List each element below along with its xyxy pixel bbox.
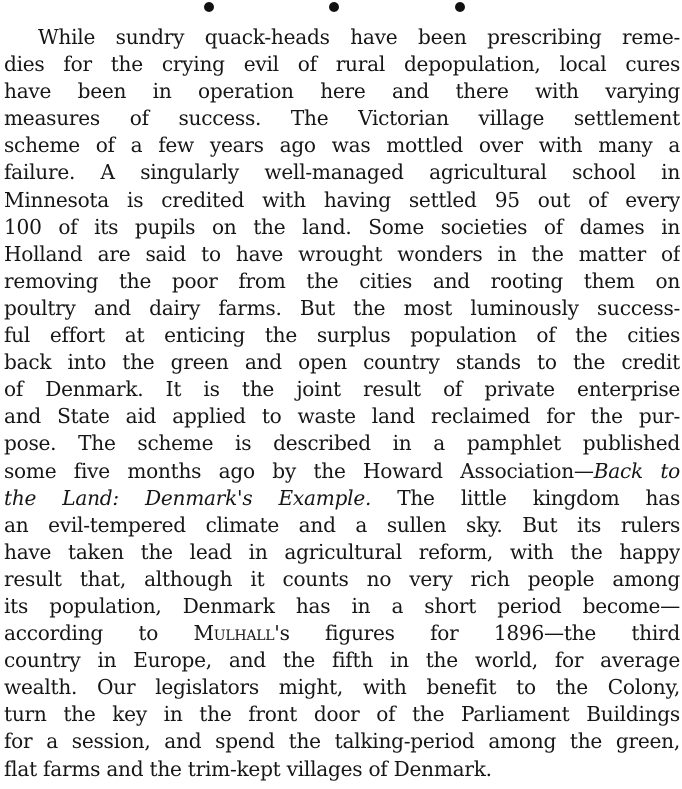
text-run: pur- (638, 404, 680, 429)
text-run: in (661, 160, 680, 185)
text-run: over (478, 133, 523, 158)
text-run: world, (474, 648, 538, 673)
article-line (4, 24, 680, 51)
text-run: Denmark (182, 593, 275, 618)
text-run: of (588, 187, 608, 212)
text-run: sky. (466, 512, 503, 537)
text-run: quack-heads (204, 25, 330, 49)
text-run: in (163, 702, 183, 727)
text-run: counts (282, 566, 349, 591)
article-line (4, 349, 680, 376)
text-run: in (497, 241, 517, 266)
article-line (4, 241, 680, 268)
text-run: key (112, 702, 147, 727)
text-run: turn (4, 702, 47, 727)
text-run: sundry (115, 25, 185, 49)
text-run: the (140, 539, 173, 564)
italic-text: Denmark's (145, 485, 253, 510)
text-run: the (425, 648, 458, 673)
text-run: period (497, 593, 562, 618)
text-run: applied (172, 404, 246, 429)
text-run: measures (4, 106, 100, 131)
text-run: average (600, 648, 680, 673)
text-run: of (129, 106, 149, 131)
text-run: here (320, 79, 366, 104)
text-run: and (391, 79, 430, 104)
article-line (4, 674, 680, 701)
text-run: of (543, 214, 563, 239)
text-run: on (655, 268, 680, 293)
text-run: the (122, 350, 155, 375)
text-run: is (203, 377, 220, 402)
text-run: luminously (470, 295, 579, 320)
text-run: figures (325, 621, 395, 646)
text-run: with (362, 675, 407, 700)
text-run: door (313, 702, 360, 727)
text-run: little (460, 485, 507, 510)
italic-text: Example. (278, 485, 372, 510)
text-run: the (110, 52, 143, 77)
text-run: published (582, 431, 680, 456)
article-line (4, 187, 680, 214)
text-run: by (272, 458, 296, 483)
text-run: the (353, 295, 386, 320)
text-run: taken (68, 539, 124, 564)
text-run: every (625, 187, 680, 212)
text-run: for (430, 621, 459, 646)
text-run: is (235, 431, 252, 456)
article-line (4, 647, 680, 674)
text-run: success. (178, 106, 262, 131)
text-run: have (235, 241, 284, 266)
text-run: is (127, 187, 144, 212)
text-run: the (253, 214, 286, 239)
text-run: the (282, 648, 316, 673)
text-run: country (4, 648, 81, 673)
text-run: in (152, 79, 172, 104)
text-run: effort (49, 323, 105, 348)
text-run: of (376, 702, 396, 727)
text-run: the (555, 675, 588, 700)
text-run: cures (625, 52, 680, 77)
text-run: of (297, 52, 317, 77)
text-run: pupils (134, 214, 196, 239)
text-run: A (100, 160, 115, 185)
text-run: result (363, 377, 421, 402)
text-run: open (298, 350, 347, 375)
article-line (4, 78, 680, 105)
text-run: some (4, 458, 57, 483)
text-run: the (569, 729, 603, 754)
text-run: into (67, 350, 107, 375)
text-run: well-managed (264, 160, 404, 185)
article-line (4, 105, 680, 132)
text-run: for (4, 729, 33, 754)
text-run: credited (161, 187, 245, 212)
text-run: school (572, 160, 636, 185)
text-run: agricultural (284, 539, 402, 564)
text-run: among (612, 566, 680, 591)
text-run: among (488, 729, 557, 754)
text-run: varying (605, 79, 680, 104)
text-run: have (350, 25, 398, 49)
text-run: Holland (4, 241, 83, 266)
text-run: rooting (490, 268, 563, 293)
text-run: rich (470, 566, 510, 591)
text-run: a (130, 133, 143, 158)
text-run: become— (582, 593, 680, 618)
text-run: singularly (140, 160, 239, 185)
text-run: the (118, 268, 152, 293)
text-run: session, (71, 729, 151, 754)
text-run: in (248, 539, 268, 564)
text-run: dies (4, 52, 45, 77)
text-run: are (97, 241, 131, 266)
text-run: wonders (397, 241, 483, 266)
text-run: The (397, 485, 435, 510)
text-run: cities (627, 323, 680, 348)
text-run: ful (4, 323, 31, 348)
text-run: talking-period (334, 729, 475, 754)
article-line (4, 132, 680, 159)
text-run: While (38, 25, 96, 49)
text-run: State (57, 404, 110, 429)
text-run: to (516, 675, 536, 700)
article-line (4, 295, 680, 322)
text-run: Howard (363, 458, 443, 483)
text-run: the (570, 539, 603, 564)
article-line (4, 51, 680, 78)
text-run: the (63, 702, 96, 727)
text-run: 95 (494, 187, 520, 212)
text-run: said (145, 241, 187, 266)
text-run: of (536, 323, 556, 348)
text-run: The (290, 106, 329, 131)
text-run: with (509, 539, 554, 564)
text-run: matter (578, 241, 646, 266)
text-run: green (170, 350, 229, 375)
text-run: depopulation, (403, 52, 541, 77)
text-run: of (58, 214, 78, 239)
text-run: for (63, 52, 92, 77)
text-run: pose. (4, 431, 57, 456)
text-run: farms. (218, 295, 282, 320)
separator-dot-icon (329, 2, 339, 12)
text-run: prescribing (487, 25, 602, 49)
text-run: in (97, 648, 117, 673)
italic-text: to (660, 458, 680, 483)
text-run: a (433, 431, 446, 456)
text-run: from (238, 268, 286, 293)
text-run: the (313, 458, 346, 483)
text-run: of (661, 241, 680, 266)
text-run: aid (125, 404, 157, 429)
text-run: flat farms and the trim-kept villages of Denmark. (4, 756, 492, 781)
text-run: pamphlet (466, 431, 561, 456)
text-run: and (164, 729, 202, 754)
article-line (4, 756, 564, 783)
text-run: a (391, 593, 404, 618)
text-run: evil-tempered (48, 512, 186, 537)
text-run: of (95, 133, 115, 158)
text-run: But (299, 295, 335, 320)
text-run: happy (619, 539, 680, 564)
text-run: in (392, 431, 412, 456)
text-run: out (537, 187, 571, 212)
text-run: in (351, 593, 371, 618)
text-run: local (559, 52, 607, 77)
article-line (4, 322, 680, 349)
text-run: enticing (164, 323, 245, 348)
text-run: years (209, 133, 264, 158)
text-run: was (331, 133, 371, 158)
text-run: and (93, 295, 131, 320)
text-run: dames (579, 214, 645, 239)
text-run: But (522, 512, 558, 537)
text-run: operation (198, 79, 294, 104)
text-run: at (124, 323, 145, 348)
text-run: land (371, 404, 415, 429)
article-line (4, 512, 680, 539)
text-run: on (211, 214, 237, 239)
text-run: according (4, 621, 104, 646)
text-run: benefit (426, 675, 497, 700)
text-run: population, (49, 593, 162, 618)
article-line (4, 403, 680, 430)
text-run: very (409, 566, 453, 591)
text-run: settled (408, 187, 477, 212)
text-run: cities (359, 268, 413, 293)
text-run: have (4, 79, 52, 104)
article-line (4, 539, 680, 566)
text-run: it (250, 566, 265, 591)
text-run: kingdom (532, 485, 620, 510)
text-run: short (424, 593, 477, 618)
text-run: its (4, 593, 29, 618)
text-run: Minnesota (4, 187, 109, 212)
separator-dot-icon (204, 2, 214, 12)
text-run: an (4, 512, 29, 537)
text-run: been (417, 25, 467, 49)
text-run: result (4, 566, 62, 591)
text-run: surplus (316, 323, 391, 348)
article-line (4, 376, 680, 403)
text-run: for (554, 648, 584, 673)
text-run: few (158, 133, 194, 158)
text-run: joint (296, 377, 341, 402)
text-run: reclaimed (431, 404, 531, 429)
text-run: to (261, 404, 282, 429)
text-run: reme- (622, 25, 680, 49)
text-run: and (432, 268, 470, 293)
article-line (4, 566, 680, 593)
italic-text: the (4, 485, 37, 510)
text-run: waste (297, 404, 356, 429)
text-run: its (94, 214, 119, 239)
text-run: dairy (149, 295, 201, 320)
text-run: with (535, 79, 579, 104)
text-run: Some (368, 214, 424, 239)
text-run: 1896—the (493, 621, 596, 646)
text-run: although (144, 566, 233, 591)
text-run: 's (274, 621, 290, 646)
text-run: a (46, 729, 58, 754)
text-run: the (412, 702, 445, 727)
article-line (4, 728, 680, 755)
text-run: to (201, 241, 221, 266)
text-run: fifth (331, 648, 374, 673)
text-run: having (323, 187, 391, 212)
text-run: green, (615, 729, 680, 754)
text-run: and (228, 648, 266, 673)
text-run: for (546, 404, 575, 429)
text-run: stands (455, 350, 521, 375)
text-run: and (244, 350, 282, 375)
text-run: Buildings (586, 702, 680, 727)
text-run: crying (161, 52, 225, 77)
small-caps-name: Mulhall (193, 621, 275, 646)
text-run: a (355, 512, 368, 537)
article-line (4, 430, 680, 457)
text-run: them (583, 268, 635, 293)
text-run: the (199, 702, 232, 727)
text-run: reform, (418, 539, 494, 564)
text-run: described (273, 431, 371, 456)
italic-text: Land: (62, 485, 119, 510)
text-run: poor (171, 268, 218, 293)
article-line (4, 620, 680, 647)
text-run: five (73, 458, 110, 483)
text-run: rural (335, 52, 386, 77)
text-run: spend (215, 729, 275, 754)
article-line (4, 159, 680, 186)
text-run: third (631, 621, 680, 646)
text-run: private (484, 377, 555, 402)
text-run: ago (218, 458, 255, 483)
text-run: in (389, 648, 409, 673)
text-run: wrought (298, 241, 383, 266)
text-run: that, (79, 566, 127, 591)
text-run: the (575, 323, 608, 348)
article-line (4, 701, 680, 728)
article-line (4, 458, 680, 485)
text-run: people (527, 566, 595, 591)
text-run: the (590, 404, 623, 429)
text-run: the (288, 729, 321, 754)
text-run: Europe, (133, 648, 212, 673)
text-run: mottled (386, 133, 463, 158)
text-run: sullen (386, 512, 447, 537)
text-run: months (127, 458, 202, 483)
text-run: country (363, 350, 440, 375)
text-run: has (645, 485, 680, 510)
article-line (4, 485, 680, 512)
italic-text: Back (593, 458, 643, 483)
text-run: of (443, 377, 463, 402)
text-run: climate (205, 512, 279, 537)
text-run: Victorian (358, 106, 449, 131)
text-run: removing (4, 268, 99, 293)
text-run: been (77, 79, 127, 104)
text-run: Colony, (607, 675, 680, 700)
text-run: front (248, 702, 298, 727)
text-run: its (577, 512, 602, 537)
text-run: wealth. (4, 675, 78, 700)
text-run: back (4, 350, 52, 375)
text-run: legislators (155, 675, 259, 700)
text-run: of (4, 377, 24, 402)
text-run: the (572, 350, 606, 375)
text-run: credit (621, 350, 680, 375)
text-run: with (538, 133, 583, 158)
text-run: the (306, 268, 339, 293)
article-body (4, 24, 680, 783)
text-run: with (262, 187, 306, 212)
text-run: scheme (137, 431, 214, 456)
text-run: to (138, 621, 159, 646)
text-run: failure. (4, 160, 76, 185)
article-line (4, 214, 680, 241)
text-run: Denmark. (45, 377, 144, 402)
article-line (4, 593, 680, 620)
text-run: have (4, 539, 52, 564)
text-run: there (455, 79, 509, 104)
text-run: and (4, 404, 42, 429)
text-run: 100 (4, 214, 42, 239)
text-run: might, (278, 675, 344, 700)
text-run: scheme (4, 133, 80, 158)
text-run: ago (279, 133, 316, 158)
text-run: settlement (573, 106, 680, 131)
text-run: enterprise (577, 377, 680, 402)
text-run: has (295, 593, 331, 618)
text-run: rulers (620, 512, 680, 537)
text-run: It (165, 377, 182, 402)
text-run: the (531, 241, 564, 266)
text-run: most (403, 295, 453, 320)
text-run: The (78, 431, 116, 456)
text-run: a (668, 133, 680, 158)
text-run: land. (302, 214, 352, 239)
text-run: agricultural (429, 160, 547, 185)
text-run: success- (597, 295, 680, 320)
text-run: the (241, 377, 275, 402)
separator-dot-icon (455, 2, 465, 12)
text-run: Parliament (461, 702, 570, 727)
text-run: to (537, 350, 557, 375)
section-separator (0, 0, 682, 16)
text-run: Association— (460, 458, 594, 483)
article-line (4, 268, 680, 295)
text-run: societies (440, 214, 528, 239)
text-run: lead (189, 539, 232, 564)
text-run: Our (97, 675, 136, 700)
text-run: village (478, 106, 545, 131)
text-run: poultry (4, 295, 76, 320)
text-run: the (264, 323, 297, 348)
text-run: no (366, 566, 392, 591)
text-run: in (661, 214, 680, 239)
text-run: and (298, 512, 336, 537)
text-run: evil (243, 52, 279, 77)
text-run: many (598, 133, 653, 158)
text-run: population (410, 323, 517, 348)
